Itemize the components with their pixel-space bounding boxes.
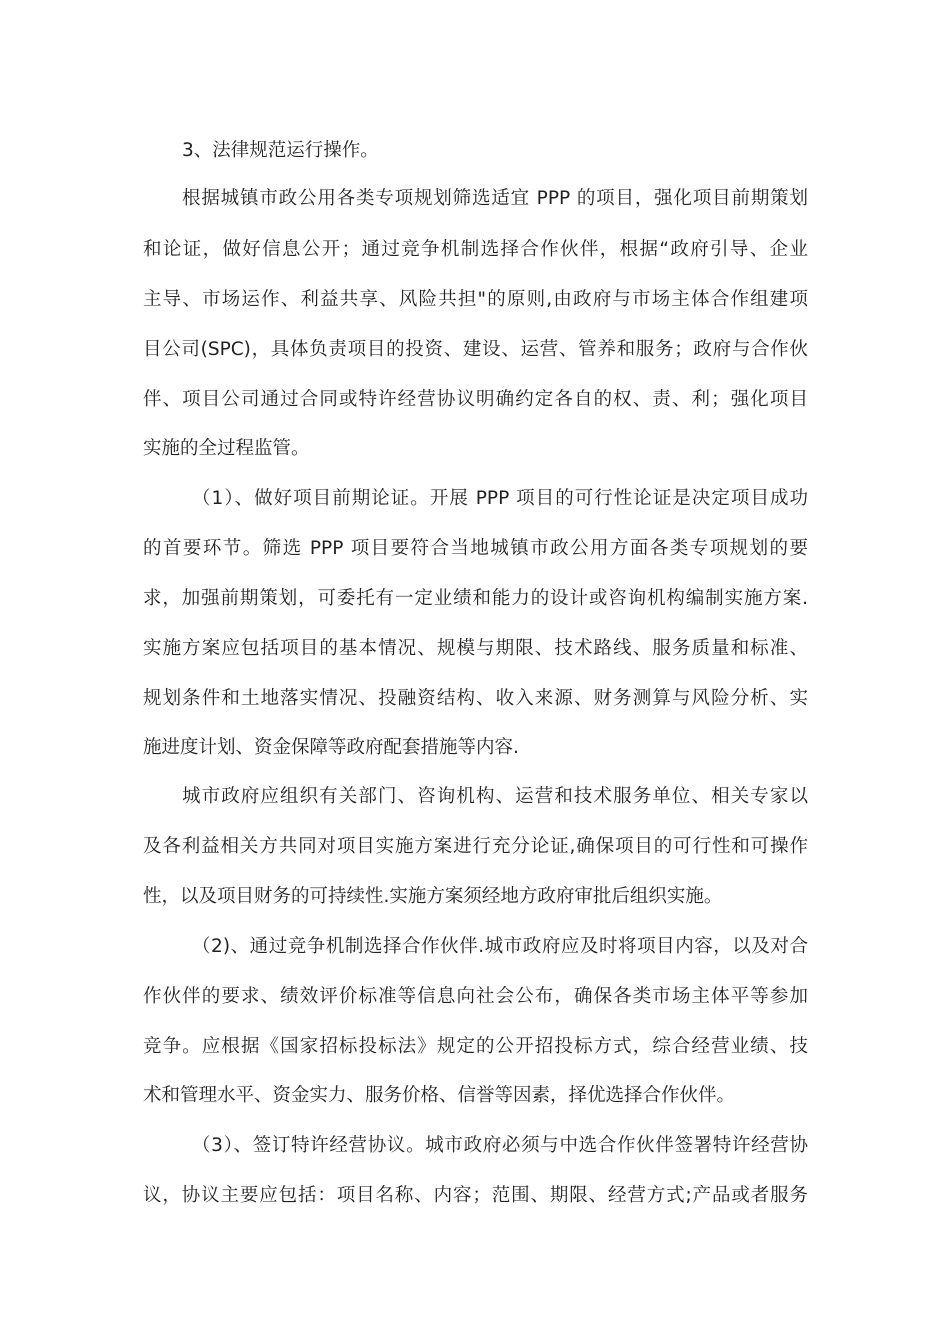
paragraph-line: 竞争。应根据《国家招标投标法》规定的公开招投标方式，综合经营业绩、技: [143, 1036, 808, 1057]
paragraph-line: 和论证，做好信息公开；通过竞争机制选择合作伙伴，根据“政府引导、企业: [143, 239, 808, 260]
paragraph-line: 议，协议主要应包括：项目名称、内容；范围、期限、经营方式;产品或者服务: [143, 1185, 808, 1206]
paragraph-line: 伴、项目公司通过合同或特许经营协议明确约定各自的权、责、利；强化项目: [143, 389, 808, 410]
paragraph-line: 实施方案应包括项目的基本情况、规模与期限、技术路线、服务质量和标准、: [143, 638, 808, 659]
paragraph-line: 求，加强前期策划，可委托有一定业绩和能力的设计或咨询机构编制实施方案.: [143, 588, 808, 609]
paragraph-line: 实施的全过程监管。: [143, 438, 310, 459]
section-heading: 3、法律规范运行操作。: [182, 140, 379, 161]
paragraph-line: 城市政府应组织有关部门、咨询机构、运营和技术服务单位、相关专家以: [182, 786, 808, 807]
paragraph-line: （3）、签订特许经营协议。城市政府必须与中选合作伙伴签署特许经营协: [192, 1135, 808, 1156]
paragraph-line: 施进度计划、资金保障等政府配套措施等内容.: [143, 737, 519, 758]
paragraph-line: （2)、通过竞争机制选择合作伙伴.城市政府应及时将项目内容，以及对合: [192, 936, 808, 957]
paragraph-line: 根据城镇市政公用各类专项规划筛选适宜 PPP 的项目，强化项目前期策划: [182, 188, 808, 209]
paragraph-line: 主导、市场运作、利益共享、风险共担"的原则,由政府与市场主体合作组建项: [143, 289, 808, 310]
paragraph-line: 目公司(SPC)，具体负责项目的投资、建设、运营、管养和服务；政府与合作伙: [143, 339, 808, 360]
paragraph-line: （1）、做好项目前期论证。开展 PPP 项目的可行性论证是决定项目成功: [192, 488, 808, 509]
paragraph-line: 术和管理水平、资金实力、服务价格、信誉等因素，择优选择合作伙伴。: [143, 1085, 736, 1106]
paragraph-line: 及各利益相关方共同对项目实施方案进行充分论证,确保项目的可行性和可操作: [143, 836, 808, 857]
paragraph-line: 规划条件和土地落实情况、投融资结构、收入来源、财务测算与风险分析、实: [143, 688, 808, 709]
paragraph-line: 作伙伴的要求、绩效评价标准等信息向社会公布，确保各类市场主体平等参加: [143, 986, 808, 1007]
paragraph-line: 的首要环节。筛选 PPP 项目要符合当地城镇市政公用方面各类专项规划的要: [143, 538, 808, 559]
paragraph-line: 性，以及项目财务的可持续性.实施方案须经地方政府审批后组织实施。: [143, 886, 723, 907]
